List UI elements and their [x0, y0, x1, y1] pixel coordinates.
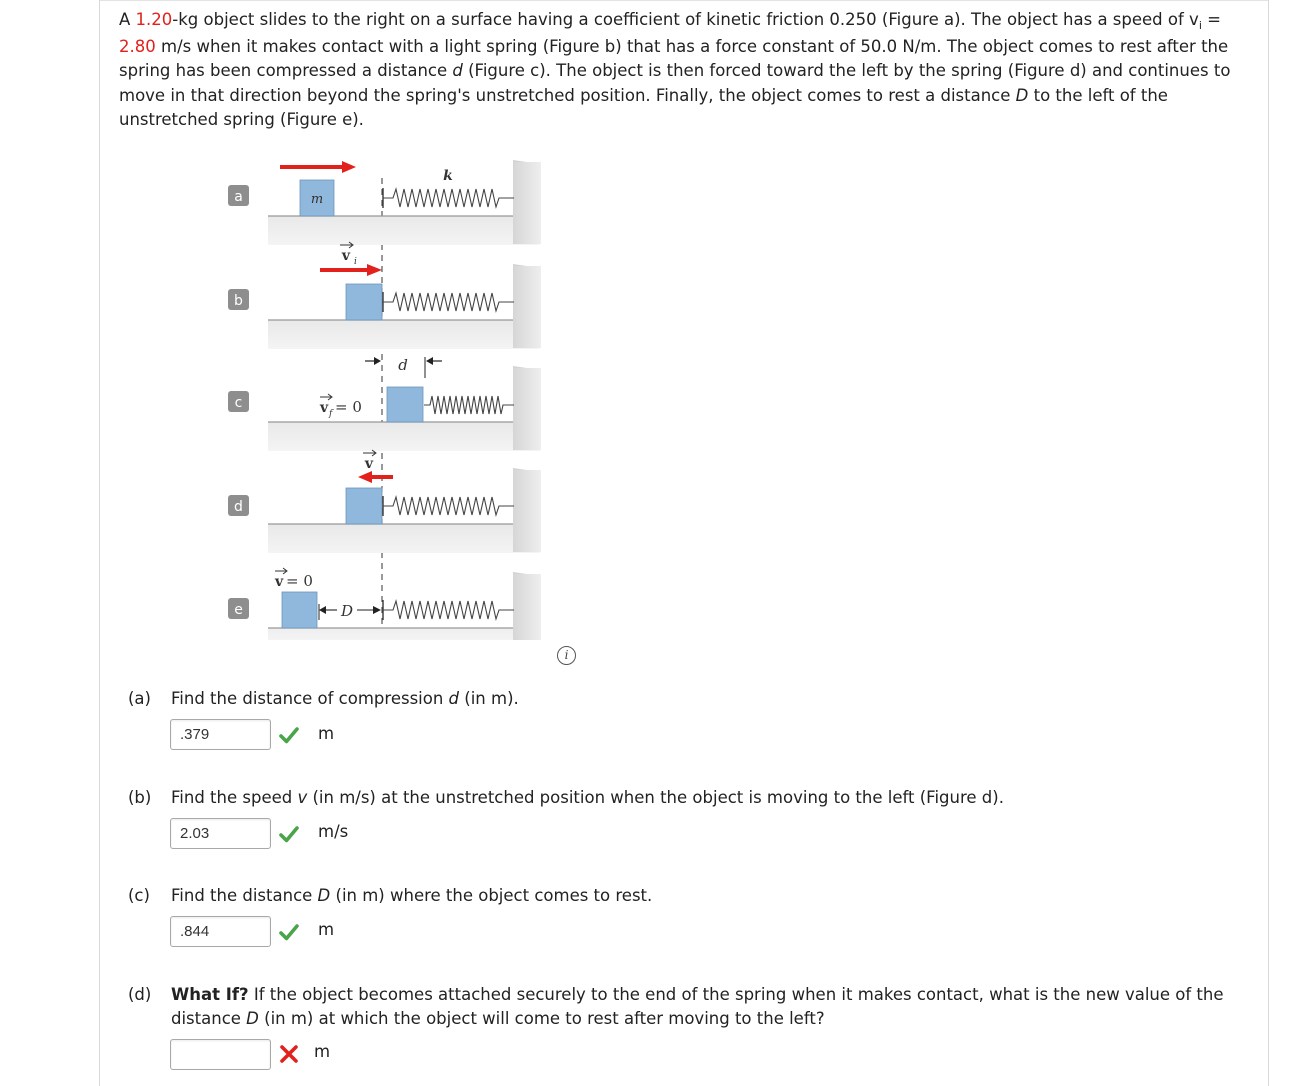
- panel-label-c: c: [234, 395, 243, 411]
- answer-input-c[interactable]: .844: [170, 916, 271, 947]
- answer-input-b[interactable]: 2.03: [170, 818, 271, 849]
- spring: [383, 497, 514, 515]
- svg-text:f: f: [329, 409, 333, 419]
- answer-input-d[interactable]: [170, 1039, 271, 1070]
- unit-label-b: m/s: [318, 822, 349, 841]
- question-label: (a): [128, 689, 151, 708]
- unit-label-d: m: [314, 1042, 331, 1061]
- problem-statement: A 1.20-kg object slides to the right on a surface having a coefficient of kinetic friction 0.250 (Figure a). The object has a speed of $v_i = 2.80$ m/s when it makes contact with a light spring (Figure b) that has a force constant of 50.0 N/m. The object comes to rest after the spring has been compressed a distance d (Figure c). The object is then forced toward the left by the spring (Figure d) and continues to move in that direction beyond the spring's unstretched position. Finally, the object comes to rest a distance D to the left of the unstretched spring (Figure e).: [119, 10, 1231, 129]
- question-text: Find the distance D (in m) where the object comes to rest.: [171, 886, 653, 905]
- panel-label-e: e: [234, 602, 243, 618]
- answer-input-a[interactable]: .379: [170, 719, 271, 750]
- panel-e: [228, 568, 541, 640]
- spring: [383, 189, 514, 207]
- v-label: v: [364, 456, 374, 472]
- question-text: Find the distance of compression d (in m).: [171, 689, 519, 708]
- checkmark-icon: [278, 921, 300, 943]
- checkmark-icon: [278, 823, 300, 845]
- speed-value: 2.80: [119, 36, 156, 56]
- spring: [383, 293, 514, 311]
- panel-b: [228, 242, 541, 349]
- vi-label: v: [341, 248, 351, 264]
- svg-text:= 0: = 0: [335, 398, 362, 416]
- svg-text:= 0: = 0: [286, 572, 313, 590]
- panel-a: [228, 160, 541, 245]
- block: [346, 488, 382, 524]
- question-text: What If? If the object becomes attached securely to the end of the spring when it makes contact, what is the new value of the distance D (in m) at which the object will come to rest after moving to the left?: [171, 985, 1224, 1028]
- block: [346, 284, 382, 320]
- question-label: (c): [128, 886, 150, 905]
- block: [282, 592, 317, 628]
- checkmark-icon: [278, 724, 300, 746]
- panel-label-b: b: [234, 293, 243, 309]
- mass-label: m: [310, 192, 324, 207]
- x-mark-icon: [278, 1043, 300, 1065]
- unit-label-a: m: [318, 724, 335, 743]
- d-label: d: [398, 356, 408, 374]
- k-label: k: [443, 168, 453, 184]
- spring: [383, 601, 514, 619]
- wall: [513, 162, 541, 244]
- panel-c: [228, 356, 541, 451]
- vf-label: v: [320, 400, 329, 416]
- D-label: D: [340, 602, 354, 620]
- v0-label: v: [275, 574, 284, 590]
- svg-text:i: i: [354, 257, 357, 267]
- unit-label-c: m: [318, 920, 335, 939]
- panel-d: [228, 450, 541, 553]
- info-icon[interactable]: i: [557, 646, 576, 665]
- question-label: (b): [128, 788, 152, 807]
- spring: [424, 396, 514, 414]
- panel-label-a: a: [234, 189, 243, 205]
- mass-value: 1.20: [135, 10, 173, 29]
- block: [387, 387, 423, 422]
- question-text: Find the speed v (in m/s) at the unstretched position when the object is moving to the left (Figure d).: [171, 788, 1004, 807]
- panel-label-d: d: [234, 499, 243, 515]
- question-label: (d): [128, 985, 152, 1004]
- spring-block-figure: [228, 150, 548, 640]
